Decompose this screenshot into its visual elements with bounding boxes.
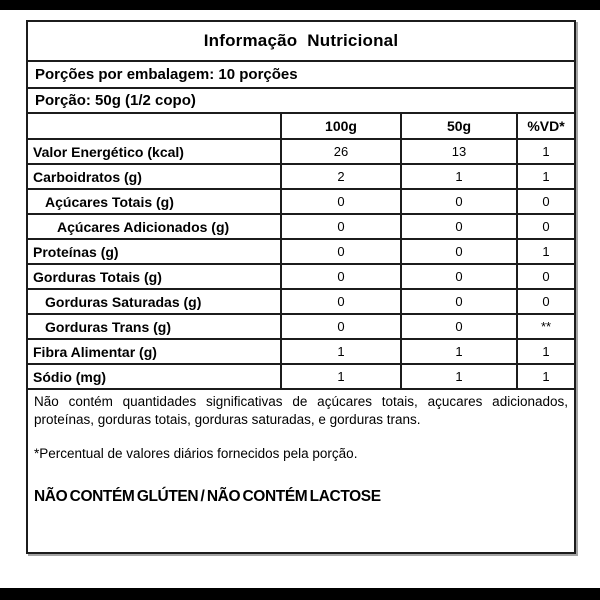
row-value-50g: 1 — [400, 365, 516, 388]
row-value-50g: 0 — [400, 215, 516, 238]
gluten-lactose-claim: NÃO CONTÉM GLÚTEN / NÃO CONTÉM LACTOSE — [34, 488, 381, 505]
header-blank — [28, 114, 280, 138]
row-value-vd: 0 — [516, 290, 574, 313]
row-value-vd: ** — [516, 315, 574, 338]
row-label: Sódio (mg) — [33, 368, 107, 385]
row-value-100g: 0 — [280, 315, 400, 338]
table-title: Informação Nutricional — [203, 31, 399, 50]
table-row-saturated-fat — [28, 288, 574, 313]
row-value-50g: 0 — [400, 315, 516, 338]
nutrition-facts-table — [26, 20, 576, 554]
row-label: Açúcares Adicionados (g) — [57, 218, 230, 235]
servings-per-package-row: Porções por embalagem: 10 porções — [28, 60, 574, 87]
row-value-50g: 13 — [400, 140, 516, 163]
row-value-100g: 0 — [280, 215, 400, 238]
row-value-vd: 1 — [516, 240, 574, 263]
row-value-vd: 0 — [516, 215, 574, 238]
serving-size-row: Porção: 50g (1/2 copo) — [28, 87, 574, 112]
row-label: Gorduras Totais (g) — [33, 268, 162, 285]
row-label: Gorduras Saturadas (g) — [45, 293, 202, 310]
table-row-sodium — [28, 363, 574, 388]
row-value-vd: 0 — [516, 265, 574, 288]
row-value-vd: 0 — [516, 190, 574, 213]
row-value-100g: 1 — [280, 365, 400, 388]
table-row-protein — [28, 238, 574, 263]
row-value-100g: 0 — [280, 265, 400, 288]
table-row-carbs — [28, 163, 574, 188]
header-50g: 50g — [400, 114, 516, 138]
table-row-total-sugars — [28, 188, 574, 213]
row-value-100g: 2 — [280, 165, 400, 188]
row-value-50g: 0 — [400, 190, 516, 213]
row-value-50g: 1 — [400, 340, 516, 363]
bottom-black-bar — [0, 588, 600, 600]
row-label: Fibra Alimentar (g) — [33, 343, 157, 360]
row-value-vd: 1 — [516, 365, 574, 388]
row-value-50g: 1 — [400, 165, 516, 188]
row-value-vd: 1 — [516, 140, 574, 163]
header-vd: %VD* — [516, 114, 574, 138]
no-significant-amounts-note: Não contém quantidades significativas de açúcares totais, açucares adicionados, proteínas, gorduras totais, gorduras saturadas, e gorduras trans. — [34, 394, 568, 427]
row-value-50g: 0 — [400, 265, 516, 288]
row-value-100g: 26 — [280, 140, 400, 163]
row-value-100g: 0 — [280, 290, 400, 313]
row-label: Açúcares Totais (g) — [45, 193, 174, 210]
row-value-50g: 0 — [400, 290, 516, 313]
row-value-50g: 0 — [400, 240, 516, 263]
row-value-100g: 0 — [280, 190, 400, 213]
row-value-vd: 1 — [516, 165, 574, 188]
daily-values-footnote: *Percentual de valores diários fornecidos pela porção. — [34, 446, 358, 461]
top-black-bar — [0, 0, 600, 10]
row-value-100g: 1 — [280, 340, 400, 363]
table-footer — [28, 388, 574, 552]
table-row-added-sugars — [28, 213, 574, 238]
table-row-energy — [28, 138, 574, 163]
table-header-row — [28, 112, 574, 138]
row-label: Proteínas (g) — [33, 243, 119, 260]
header-100g: 100g — [280, 114, 400, 138]
table-row-trans-fat — [28, 313, 574, 338]
row-value-vd: 1 — [516, 340, 574, 363]
table-row-fiber — [28, 338, 574, 363]
row-value-100g: 0 — [280, 240, 400, 263]
row-label: Carboidratos (g) — [33, 168, 142, 185]
row-label: Valor Energético (kcal) — [33, 143, 184, 160]
row-label: Gorduras Trans (g) — [45, 318, 172, 335]
table-row-total-fat — [28, 263, 574, 288]
